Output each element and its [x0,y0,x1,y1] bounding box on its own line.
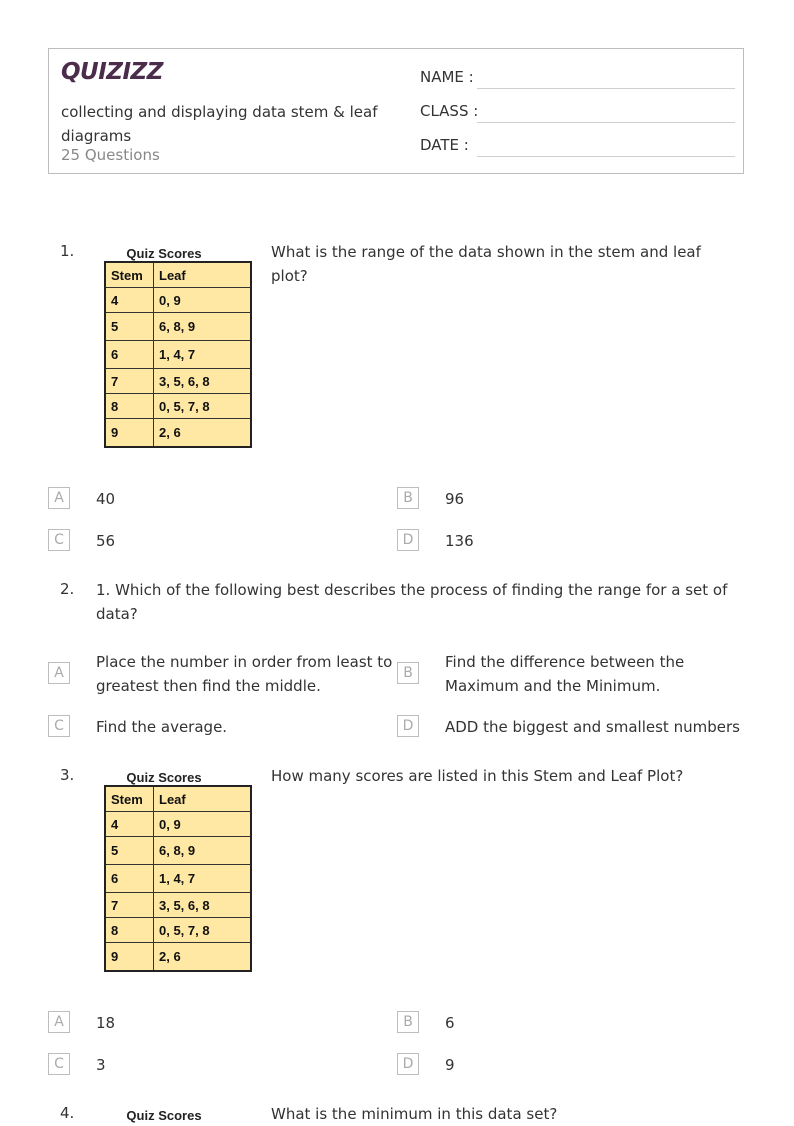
name-line[interactable] [477,88,735,89]
leaf-cell: 3, 5, 6, 8 [154,893,252,918]
stem-cell: 6 [105,865,154,893]
q1-option-a-text[interactable]: 40 [96,490,116,508]
q2-option-b-box[interactable]: B [397,662,419,684]
name-label: NAME : [420,68,474,86]
question-4-number: 4. [60,1104,75,1122]
question-2-text: 1. Which of the following best describes the process of finding the range for a set of data? [96,581,728,623]
q2-option-d-text[interactable]: ADD the biggest and smallest numbers [445,718,740,736]
worksheet-header [48,48,744,174]
q1-option-b-text[interactable]: 96 [445,490,465,508]
q3-option-a-box[interactable]: A [48,1011,70,1033]
leaf-cell: 2, 6 [154,943,252,972]
stem-cell: 8 [105,918,154,943]
q3-option-b-box[interactable]: B [397,1011,419,1033]
stem-cell: 5 [105,837,154,865]
stem-cell: 8 [105,394,154,419]
leaf-cell: 0, 5, 7, 8 [154,394,252,419]
q1-option-c-text[interactable]: 56 [96,532,116,550]
q3-option-c-box[interactable]: C [48,1053,70,1075]
q1-option-d-box[interactable]: D [397,529,419,551]
leaf-header: Leaf [154,262,252,288]
date-label: DATE : [420,136,469,154]
stem-header: Stem [105,786,154,812]
stem-header: Stem [105,262,154,288]
leaf-cell: 6, 8, 9 [154,313,252,341]
leaf-cell: 3, 5, 6, 8 [154,369,252,394]
q2-option-d-box[interactable]: D [397,715,419,737]
leaf-header: Leaf [154,786,252,812]
class-line[interactable] [477,122,735,123]
stem-leaf-table [104,261,252,448]
leaf-cell: 1, 4, 7 [154,865,252,893]
question-4-text: What is the minimum in this data set? [271,1105,558,1123]
date-line[interactable] [477,156,735,157]
leaf-cell: 0, 9 [154,288,252,313]
question-count: 25 Questions [61,146,160,164]
question-1-text: What is the range of the data shown in the stem and leaf plot? [271,243,701,285]
q3-option-d-text[interactable]: 9 [445,1056,455,1074]
plot-title: Quiz Scores [126,770,202,785]
leaf-cell: 0, 5, 7, 8 [154,918,252,943]
question-1-number: 1. [60,242,75,260]
q1-option-a-box[interactable]: A [48,487,70,509]
leaf-cell: 6, 8, 9 [154,837,252,865]
stem-cell: 7 [105,893,154,918]
q1-option-c-box[interactable]: C [48,529,70,551]
logo-text: QUIZIZZ [61,59,163,85]
q2-option-a-box[interactable]: A [48,662,70,684]
stem-cell: 9 [105,419,154,448]
q1-option-b-box[interactable]: B [397,487,419,509]
quizizz-logo [61,59,163,89]
q2-option-c-text[interactable]: Find the average. [96,718,228,736]
plot-title: Quiz Scores [126,1108,202,1123]
question-3-text: How many scores are listed in this Stem and Leaf Plot? [271,767,684,785]
stem-cell: 5 [105,313,154,341]
q3-option-a-text[interactable]: 18 [96,1014,116,1032]
q3-option-d-box[interactable]: D [397,1053,419,1075]
class-label: CLASS : [420,102,479,120]
leaf-cell: 1, 4, 7 [154,341,252,369]
q2-option-b-text[interactable]: Find the difference between the Maximum and the Minimum. [445,653,685,695]
worksheet-title: collecting and displaying data stem & leaf diagrams [61,103,378,145]
question-3-number: 3. [60,766,75,784]
q3-option-c-text[interactable]: 3 [96,1056,106,1074]
stem-cell: 7 [105,369,154,394]
plot-title: Quiz Scores [126,246,202,261]
q3-option-b-text[interactable]: 6 [445,1014,455,1032]
stem-cell: 9 [105,943,154,972]
stem-cell: 4 [105,812,154,837]
q2-option-c-box[interactable]: C [48,715,70,737]
leaf-cell: 0, 9 [154,812,252,837]
date-field[interactable] [420,136,735,160]
question-2-number: 2. [60,580,75,598]
q2-option-a-text[interactable]: Place the number in order from least to greatest then find the middle. [96,653,393,695]
class-field[interactable] [420,102,735,126]
stem-leaf-plot-4 [102,1108,254,1123]
stem-leaf-table [104,785,252,972]
name-field[interactable] [420,68,735,92]
stem-cell: 4 [105,288,154,313]
leaf-cell: 2, 6 [154,419,252,448]
stem-cell: 6 [105,341,154,369]
q1-option-d-text[interactable]: 136 [445,532,474,550]
